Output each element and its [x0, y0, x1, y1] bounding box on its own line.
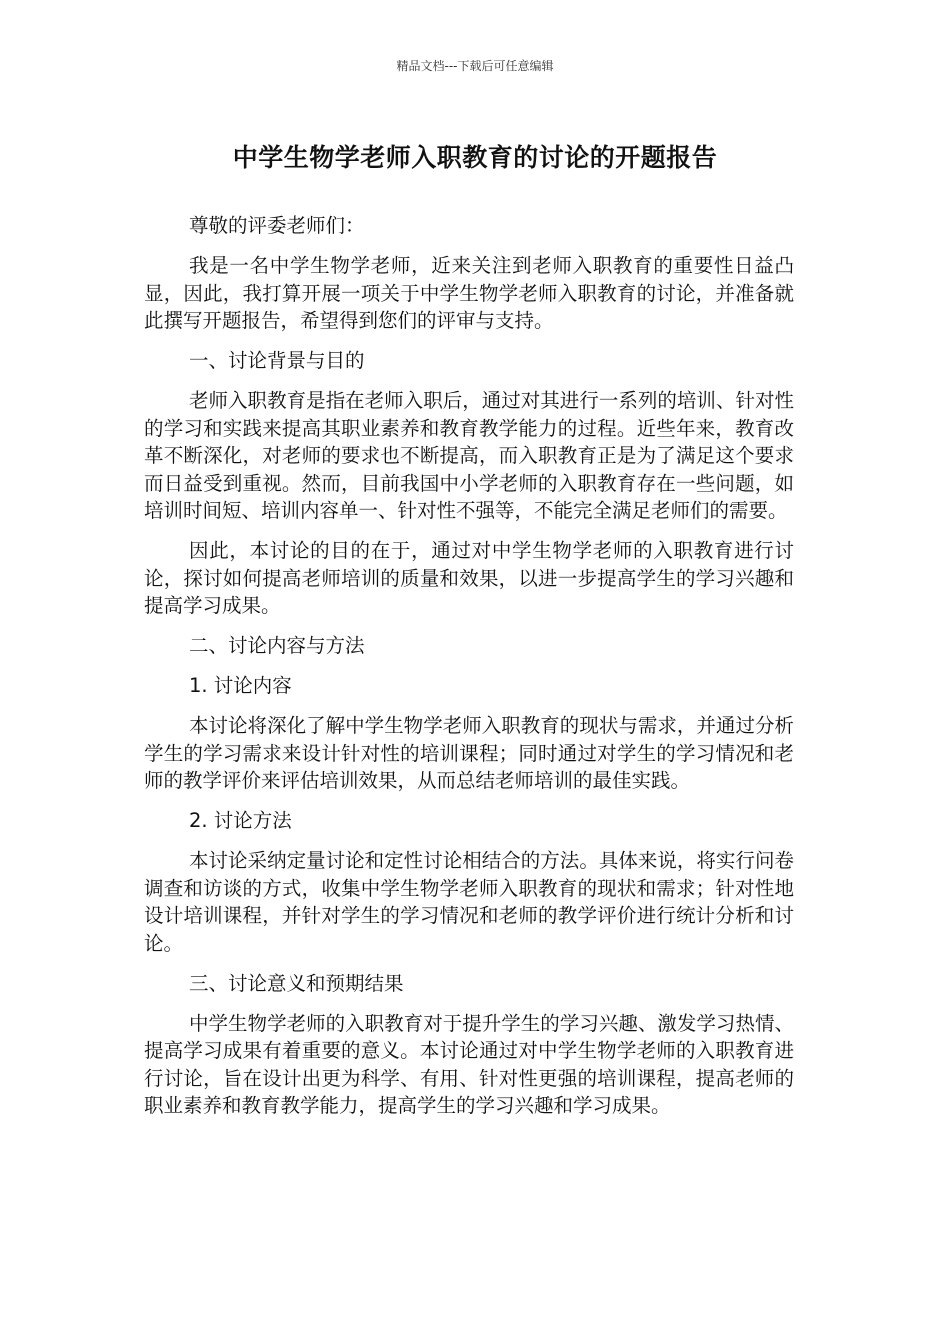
page-header-note: 精品文档---下载后可任意编辑: [396, 59, 554, 73]
subheading-method: 2. 讨论方法: [189, 809, 292, 832]
purpose-paragraph: 因此，本讨论的目的在于，通过对中学生物学老师的入职教育进行讨论，探讨如何提高老师培训的质量和效果，以进一步提高学生的学习兴趣和提高学习成果。: [144, 539, 794, 617]
document-title: 中学生物学老师入职教育的讨论的开题报告: [232, 143, 718, 172]
document-body: [144, 212, 794, 1132]
intro-paragraph: 我是一名中学生物学老师，近来关注到老师入职教育的重要性日益凸显，因此，我打算开展一项关于中学生物学老师入职教育的讨论，并准备就此撰写开题报告，希望得到您们的评审与支持。: [144, 254, 794, 332]
section-heading-background: 一、讨论背景与目的: [189, 349, 365, 372]
section-heading-significance: 三、讨论意义和预期结果: [189, 971, 404, 995]
salutation: 尊敬的评委老师们：: [189, 214, 365, 237]
background-paragraph: 老师入职教育是指在老师入职后，通过对其进行一系列的培训、针对性的学习和实践来提高其职业素养和教育教学能力的过程。近些年来，教育改革不断深化，对老师的要求也不断提高，而入职教育正是为了满足这个要求而日益受到重视。然而，目前我国中小学老师的入职教育存在一些问题，如培训时间短、培训内容单一、针对性不强等，不能完全满足老师们的需要。: [144, 389, 794, 522]
content-paragraph: 本讨论将深化了解中学生物学老师入职教育的现状与需求，并通过分析学生的学习需求来设计针对性的培训课程；同时通过对学生的学习情况和老师的教学评价来评估培训效果，从而总结老师培训的最佳实践。: [144, 714, 794, 792]
significance-paragraph: 中学生物学老师的入职教育对于提升学生的学习兴趣、激发学习热情、提高学习成果有着重要的意义。本讨论通过对中学生物学老师的入职教育进行讨论，旨在设计出更为科学、有用、针对性更强的培训课程，提高老师的职业素养和教育教学能力，提高学生的学习兴趣和学习成果。: [144, 1011, 794, 1117]
method-paragraph: 本讨论采纳定量讨论和定性讨论相结合的方法。具体来说，将实行问卷调查和访谈的方式，收集中学生物学老师入职教育的现状和需求；针对性地设计培训课程，并针对学生的学习情况和老师的教学评价进行统计分析和讨论。: [144, 849, 794, 955]
section-heading-content-method: 二、讨论内容与方法: [189, 634, 365, 657]
subheading-content: 1. 讨论内容: [189, 674, 292, 697]
